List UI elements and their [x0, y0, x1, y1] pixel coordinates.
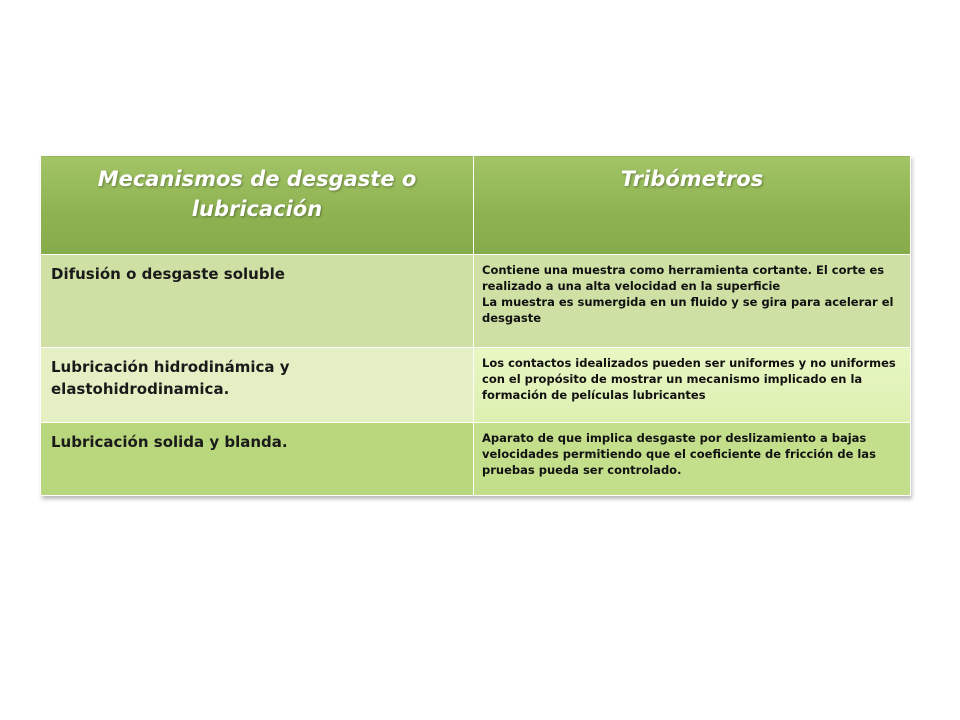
- mechanism-cell: Difusión o desgaste soluble: [41, 255, 474, 348]
- tribology-table: [40, 155, 911, 496]
- header-tribometers-text: Tribómetros: [620, 167, 764, 191]
- tribology-table-container: [40, 155, 910, 496]
- description-cell: [474, 423, 911, 496]
- description-cell: [474, 348, 911, 423]
- description-text: Los contactos idealizados pueden ser uniformes y no uniformes con el propósito de mostrar un mecanismo implicado en la formación de películas lubricantes: [482, 356, 896, 402]
- mechanism-cell: Lubricación solida y blanda.: [41, 423, 474, 496]
- table-header-row: [41, 156, 911, 255]
- table-row: [41, 255, 911, 348]
- description-text: La muestra es sumergida en un fluido y se gira para acelerar el desgaste: [482, 295, 894, 325]
- header-mechanisms: [41, 156, 474, 255]
- table-row: [41, 423, 911, 496]
- description-text: Contiene una muestra como herramienta cortante. El corte es realizado a una alta velocidad en la superficie: [482, 263, 885, 293]
- description-text: Aparato de que implica desgaste por deslizamiento a bajas velocidades permitiendo que el coeficiente de fricción de las pruebas pueda ser controlado.: [482, 431, 876, 477]
- mechanism-cell: Lubricación hidrodinámica y elastohidrodinamica.: [41, 348, 474, 423]
- description-cell: [474, 255, 911, 348]
- header-mechanisms-text: Mecanismos de desgaste o lubricación: [97, 167, 417, 221]
- table-row: [41, 348, 911, 423]
- header-tribometers: [474, 156, 911, 255]
